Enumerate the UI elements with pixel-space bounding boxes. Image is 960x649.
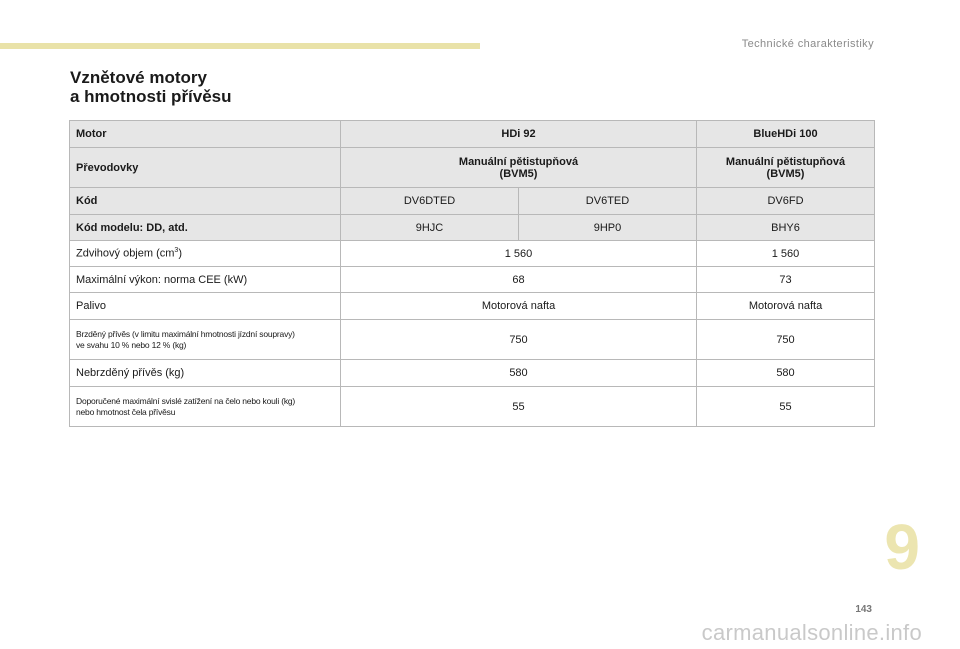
row-label-max-power: Maximální výkon: norma CEE (kW) bbox=[70, 267, 341, 293]
table-row-nose-weight bbox=[70, 387, 875, 427]
nose-weight-engine1: 55 bbox=[341, 387, 697, 427]
displacement-engine1: 1 560 bbox=[341, 241, 697, 267]
gearbox-engine1-line1: Manuální pětistupňová bbox=[458, 155, 579, 168]
nose-weight-label-line1: Doporučené maximální svislé zatížení na čelo nebo kouli (kg) bbox=[76, 395, 296, 406]
row-label-nose-weight bbox=[70, 387, 341, 427]
fuel-engine2: Motorová nafta bbox=[697, 293, 875, 320]
table-row-code bbox=[70, 188, 875, 215]
table-header-row bbox=[70, 121, 875, 148]
table-row-gearbox bbox=[70, 148, 875, 188]
displacement-label-sup: 3 bbox=[174, 247, 179, 255]
braked-trailer-engine1: 750 bbox=[341, 320, 697, 360]
header-engine-hdi92: HDi 92 bbox=[341, 121, 697, 148]
code-value-3: DV6FD bbox=[697, 188, 875, 215]
table-row-unbraked-trailer bbox=[70, 360, 875, 387]
row-label-unbraked-trailer: Nebrzděný přívěs (kg) bbox=[70, 360, 341, 387]
row-label-model-code: Kód modelu: DD, atd. bbox=[70, 215, 341, 241]
displacement-engine2: 1 560 bbox=[697, 241, 875, 267]
table-row-displacement bbox=[70, 241, 875, 267]
braked-trailer-label-line1: Brzděný přívěs (v limitu maximální hmotnosti jízdní soupravy) bbox=[76, 328, 295, 339]
code-value-2: DV6TED bbox=[519, 188, 697, 215]
specs-table bbox=[69, 120, 875, 427]
section-label: Technické charakteristiky bbox=[741, 38, 874, 50]
max-power-engine2: 73 bbox=[697, 267, 875, 293]
gearbox-engine2-line1: Manuální pětistupňová bbox=[725, 155, 846, 168]
unbraked-trailer-engine2: 580 bbox=[697, 360, 875, 387]
row-label-fuel: Palivo bbox=[70, 293, 341, 320]
model-code-value-1: 9HJC bbox=[341, 215, 519, 241]
row-label-code: Kód bbox=[70, 188, 341, 215]
model-code-value-2: 9HP0 bbox=[519, 215, 697, 241]
fuel-engine1: Motorová nafta bbox=[341, 293, 697, 320]
braked-trailer-engine2: 750 bbox=[697, 320, 875, 360]
row-label-displacement bbox=[70, 241, 341, 267]
page-title-line1: Vznětové motory bbox=[70, 68, 207, 87]
nose-weight-engine2: 55 bbox=[697, 387, 875, 427]
table-row-fuel bbox=[70, 293, 875, 320]
top-accent-bar bbox=[0, 43, 480, 49]
row-label-gearbox: Převodovky bbox=[70, 148, 341, 188]
gearbox-engine1-line2: (BVM5) bbox=[499, 167, 538, 180]
table-row-model-code bbox=[70, 215, 875, 241]
page-title-line2: a hmotnosti přívěsu bbox=[70, 87, 232, 106]
row-label-braked-trailer bbox=[70, 320, 341, 360]
page-title bbox=[70, 68, 232, 106]
model-code-value-3: BHY6 bbox=[697, 215, 875, 241]
page-number: 143 bbox=[855, 604, 872, 615]
header-motor: Motor bbox=[70, 121, 341, 148]
braked-trailer-label-line2: ve svahu 10 % nebo 12 % (kg) bbox=[76, 339, 187, 350]
unbraked-trailer-engine1: 580 bbox=[341, 360, 697, 387]
displacement-label-text: Zdvihový objem (cm bbox=[76, 247, 175, 260]
displacement-label-end: ) bbox=[178, 247, 182, 260]
gearbox-engine2 bbox=[697, 148, 875, 188]
gearbox-engine2-line2: (BVM5) bbox=[766, 167, 805, 180]
chapter-number: 9 bbox=[884, 511, 920, 583]
header-engine-bluehdi100: BlueHDi 100 bbox=[697, 121, 875, 148]
gearbox-engine1 bbox=[341, 148, 697, 188]
code-value-1: DV6DTED bbox=[341, 188, 519, 215]
table-row-max-power bbox=[70, 267, 875, 293]
max-power-engine1: 68 bbox=[341, 267, 697, 293]
watermark: carmanualsonline.info bbox=[701, 620, 922, 645]
table-row-braked-trailer bbox=[70, 320, 875, 360]
nose-weight-label-line2: nebo hmotnost čela přívěsu bbox=[76, 406, 176, 417]
